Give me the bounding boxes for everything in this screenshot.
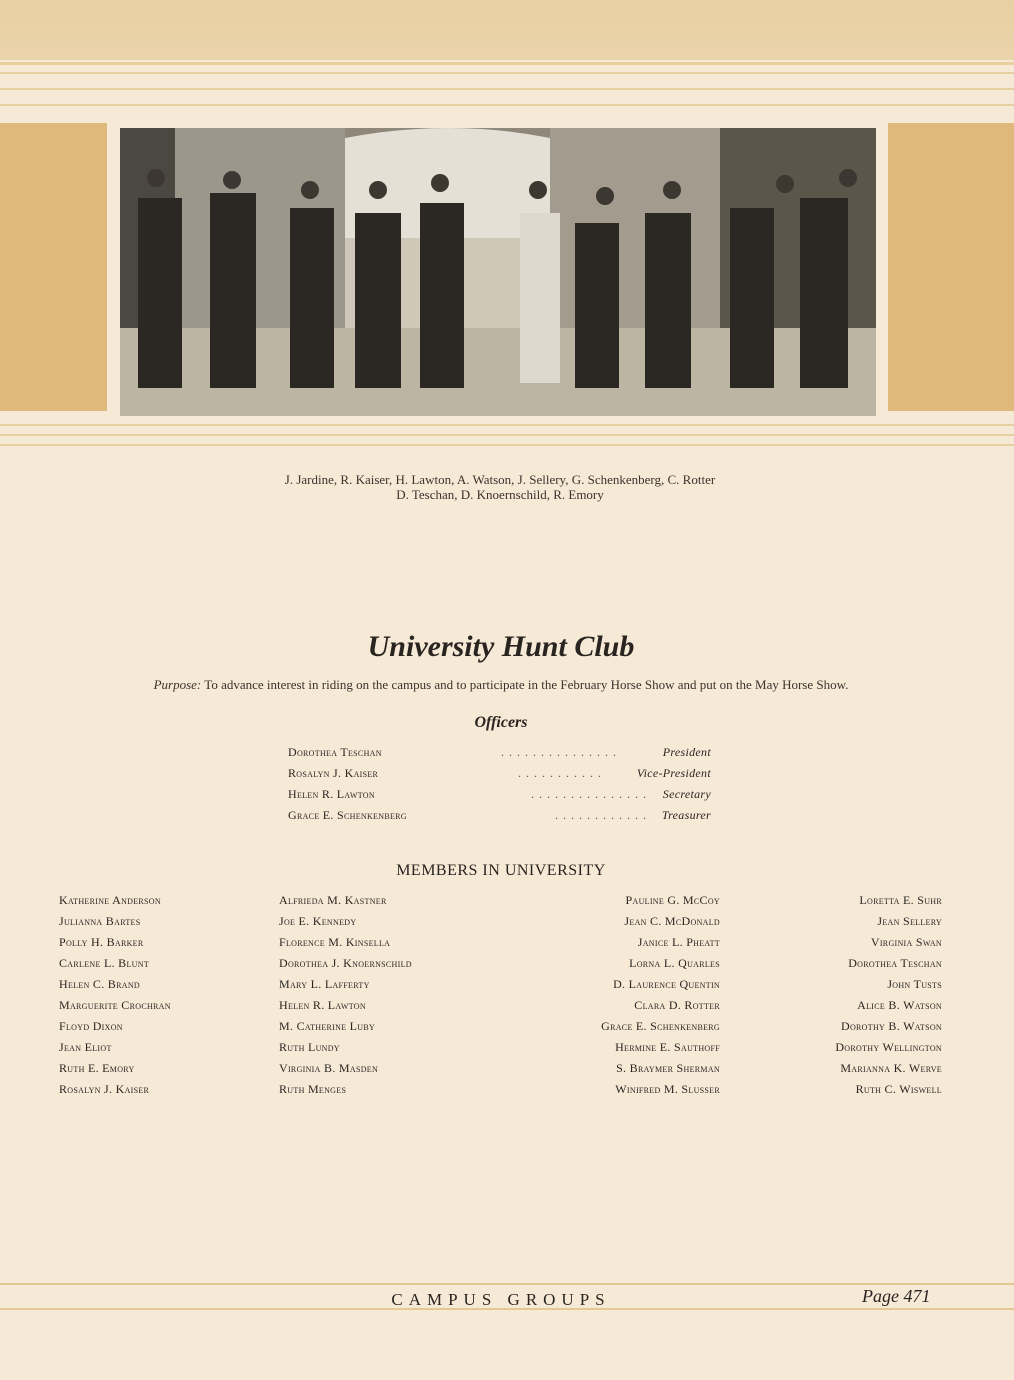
member-name: Virginia Swan: [870, 935, 942, 949]
officer-name: Rosalyn J. Kaiser: [288, 766, 379, 780]
mid-rule: [0, 424, 1014, 426]
purpose-statement: [0, 677, 1002, 693]
officer-role: Secretary: [662, 787, 711, 801]
member-name: Marguerite Crochran: [59, 998, 171, 1012]
member-name: Jean Eliot: [59, 1040, 112, 1054]
member-name: Rosalyn J. Kaiser: [59, 1082, 150, 1096]
member-name: Marianna K. Werve: [840, 1061, 942, 1075]
dot-leader: ...............: [501, 745, 621, 759]
member-name: M. Catherine Luby: [279, 1019, 376, 1033]
officer-role: Treasurer: [661, 808, 711, 822]
officer-row: [288, 766, 711, 786]
mid-rule: [0, 444, 1014, 446]
officer-name: Dorothea Teschan: [288, 745, 382, 759]
top-rule: [0, 88, 1014, 90]
member-name: Virginia B. Masden: [279, 1061, 379, 1075]
member-name: Winifred M. Slusser: [615, 1082, 720, 1096]
member-name: Helen R. Lawton: [279, 998, 366, 1012]
top-rule: [0, 72, 1014, 74]
page-number: Page 471: [862, 1286, 931, 1306]
member-name: Helen C. Brand: [59, 977, 140, 991]
member-name: Carlene L. Blunt: [59, 956, 150, 970]
footer-rule: [0, 1283, 1014, 1285]
dot-leader: ............: [555, 808, 651, 822]
top-decorative-band: [0, 0, 1014, 60]
member-name: Jean C. McDonald: [624, 914, 720, 928]
member-name: Grace E. Schenkenberg: [601, 1019, 720, 1033]
member-name: Janice L. Pheatt: [637, 935, 720, 949]
member-name: Pauline G. McCoy: [625, 893, 720, 907]
members-column-1: [59, 891, 309, 1101]
members-column-4: [692, 891, 942, 1101]
officer-name: Helen R. Lawton: [288, 787, 375, 801]
mid-rule: [0, 434, 1014, 436]
club-photo: [120, 128, 876, 416]
officer-row: [288, 745, 711, 765]
officer-row: [288, 808, 711, 828]
members-column-3: [470, 891, 720, 1101]
left-tan-block: [0, 123, 107, 411]
member-name: Ruth E. Emory: [59, 1061, 135, 1075]
officer-role: President: [662, 745, 711, 759]
member-name: Dorothea J. Knoernschild: [279, 956, 412, 970]
officer-name: Grace E. Schenkenberg: [288, 808, 407, 822]
member-name: Lorna L. Quarles: [629, 956, 720, 970]
right-tan-block: [888, 123, 1014, 411]
member-name: Mary L. Lafferty: [279, 977, 370, 991]
member-name: Ruth C. Wiswell: [855, 1082, 942, 1096]
member-name: Clara D. Rotter: [634, 998, 720, 1012]
member-name: Alfrieda M. Kastner: [279, 893, 387, 907]
member-name: Florence M. Kinsella: [279, 935, 391, 949]
member-name: Dorothy B. Watson: [841, 1019, 942, 1033]
caption-line-1: J. Jardine, R. Kaiser, H. Lawton, A. Watson, J. Sellery, G. Schenkenberg, C. Rotter: [284, 472, 716, 487]
section-title: CAMPUS GROUPS: [391, 1290, 611, 1309]
member-name: Ruth Menges: [279, 1082, 347, 1096]
member-name: Floyd Dixon: [59, 1019, 123, 1033]
member-name: Loretta E. Suhr: [859, 893, 942, 907]
member-name: Hermine E. Sauthoff: [615, 1040, 720, 1054]
member-name: Dorothy Wellington: [835, 1040, 942, 1054]
member-name: Joe E. Kennedy: [279, 914, 357, 928]
dot-leader: ...............: [531, 787, 651, 801]
officer-role: Vice-President: [636, 766, 711, 780]
members-heading: MEMBERS IN UNIVERSITY: [396, 862, 606, 879]
dot-leader: ...........: [518, 766, 606, 780]
officers-heading: Officers: [474, 714, 528, 731]
officer-row: [288, 787, 711, 807]
member-name: D. Laurence Quentin: [613, 977, 720, 991]
member-name: John Tusts: [887, 977, 942, 991]
member-name: Ruth Lundy: [279, 1040, 340, 1054]
top-rule: [0, 62, 1014, 65]
member-name: Jean Sellery: [877, 914, 942, 928]
member-name: Julianna Bartes: [59, 914, 141, 928]
photo-caption: [0, 472, 1000, 502]
member-name: Katherine Anderson: [59, 893, 161, 907]
caption-line-2: D. Teschan, D. Knoernschild, R. Emory: [396, 487, 604, 502]
page-title: University Hunt Club: [367, 630, 635, 663]
member-name: Alice B. Watson: [857, 998, 942, 1012]
member-name: Dorothea Teschan: [848, 956, 942, 970]
purpose-label: Purpose:: [153, 677, 202, 692]
member-name: Polly H. Barker: [59, 935, 144, 949]
purpose-text: To advance interest in riding on the campus and to participate in the February Horse Show and put on the May Horse Show.: [204, 677, 849, 692]
member-name: S. Braymer Sherman: [616, 1061, 720, 1075]
top-rule: [0, 104, 1014, 106]
